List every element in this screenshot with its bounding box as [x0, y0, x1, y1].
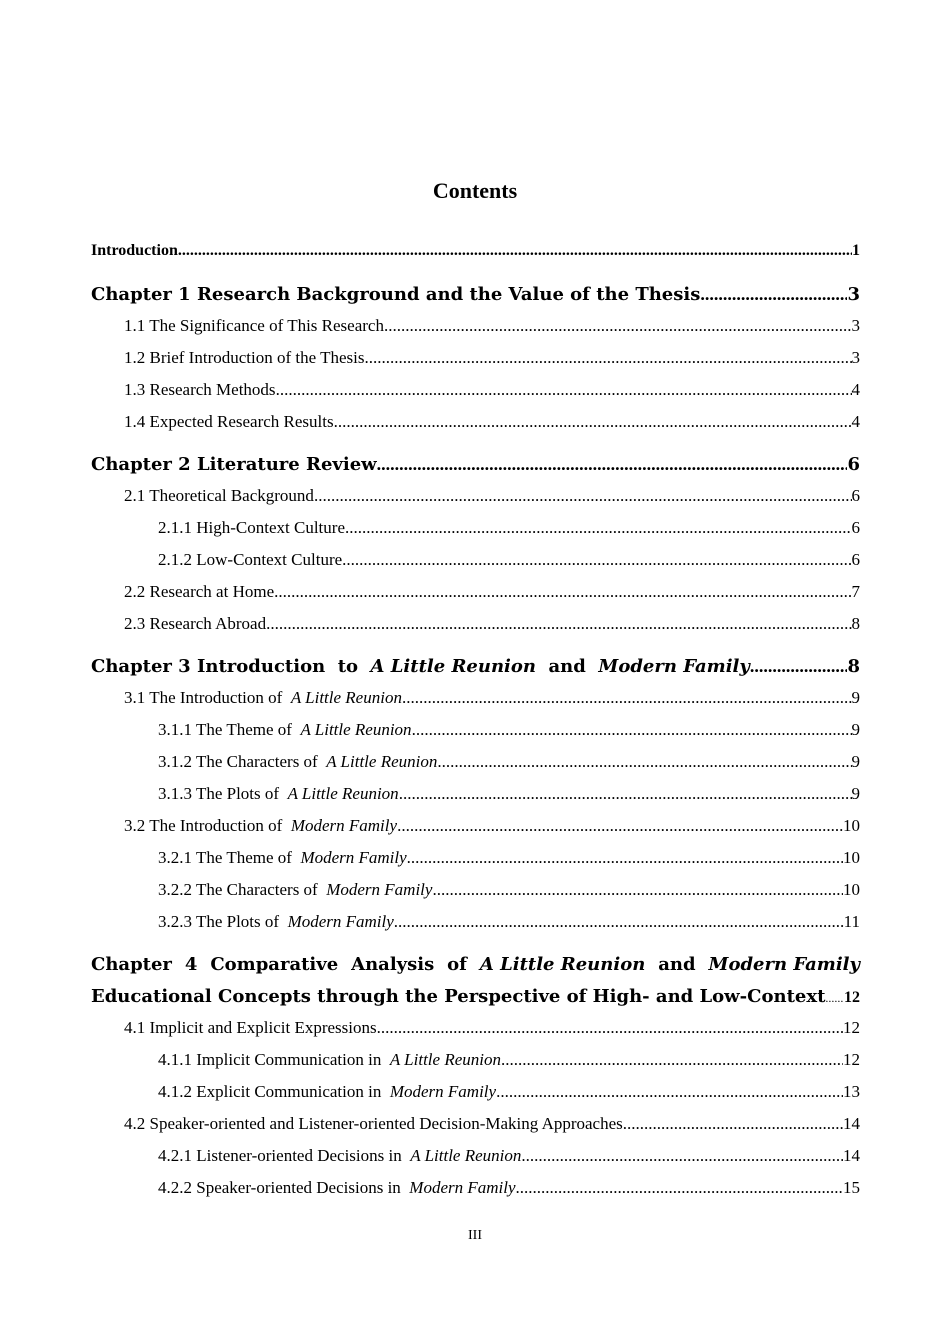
toc-page-number: 8	[851, 614, 860, 633]
dot-leader	[274, 582, 851, 602]
toc-page-number: 15	[843, 1178, 860, 1197]
dot-leader	[407, 848, 843, 868]
work-title: A Little Reunion	[410, 1146, 522, 1165]
label-text: 3.2.1 The Theme of	[158, 848, 301, 867]
dot-leader	[521, 1146, 843, 1166]
toc-entry-3-2-3[interactable]	[91, 912, 860, 944]
label-text: 3.1.2 The Characters of	[158, 752, 327, 771]
toc-page-number: 9	[851, 688, 860, 707]
toc-entry-label: 2.1.2 Low-Context Culture	[158, 550, 343, 569]
work-title: Modern Family	[287, 912, 394, 931]
toc-entry-1-1[interactable]	[91, 316, 860, 348]
toc-page-number: 6	[851, 518, 860, 537]
label-text: 3.2 The Introduction of	[124, 816, 291, 835]
toc-page-number: 10	[843, 816, 860, 835]
work-title: Modern Family	[409, 1178, 516, 1197]
label-text: 3.2.2 The Characters of	[158, 880, 327, 899]
work-title: A Little Reunion	[287, 784, 399, 803]
toc-entry-1-2[interactable]	[91, 348, 860, 380]
toc-entry-label: 1.1 The Significance of This Research	[124, 316, 384, 335]
toc-page-number: 3	[851, 348, 860, 367]
dot-leader	[314, 486, 852, 506]
dot-leader	[750, 656, 848, 677]
toc-entry-label	[158, 720, 412, 740]
work-title: A Little Reunion	[389, 1050, 501, 1069]
chapter-4-title-line-1	[91, 954, 860, 986]
toc-entry-3-2-2[interactable]	[91, 880, 860, 912]
label-text: and	[535, 656, 599, 677]
toc-page-number: 6	[847, 454, 860, 475]
toc-entry-2-1[interactable]	[91, 486, 860, 518]
word: Analysis	[351, 954, 435, 975]
chapter-4-title-line-2	[91, 986, 860, 1018]
toc-entry-3-2[interactable]	[91, 816, 860, 848]
word: 4	[184, 954, 198, 975]
toc-page-number: 9	[851, 752, 860, 771]
dot-leader	[700, 284, 847, 305]
toc-entry-label	[158, 1146, 521, 1166]
toc-page-number: 14	[843, 1114, 860, 1133]
toc-page-number: 6	[851, 486, 860, 505]
work-title: A Little Reunion	[300, 720, 412, 739]
toc-page-number: 13	[843, 1082, 860, 1101]
dot-leader	[397, 816, 843, 836]
toc-entry-label	[158, 1050, 501, 1070]
toc-entry-4-2-2[interactable]	[91, 1178, 860, 1210]
toc-entry-3-1-1[interactable]	[91, 720, 860, 752]
toc-page-number: 3	[851, 316, 860, 335]
label-text: 3.1 The Introduction of	[124, 688, 291, 707]
toc-page-number: 10	[843, 848, 860, 867]
dot-leader	[345, 518, 852, 538]
toc-entry-chapter-4[interactable]	[91, 954, 860, 1018]
toc-page-number: 1	[852, 242, 860, 259]
work-title: Modern Family	[389, 1082, 497, 1101]
toc-page-number: 12	[843, 1050, 860, 1069]
toc-entry-label: 2.2 Research at Home	[124, 582, 275, 601]
work-title: A Little Reunion	[479, 954, 646, 975]
toc-page-number: 12	[843, 1018, 860, 1037]
toc-entry-label: 2.1 Theoretical Background	[124, 486, 314, 505]
label-text: 4.2.2 Speaker-oriented Decisions in	[158, 1178, 410, 1197]
toc-entry-label: Chapter 2 Literature Review	[91, 454, 377, 475]
toc-entry-1-4[interactable]	[91, 412, 860, 444]
toc-page-number: 14	[843, 1146, 860, 1165]
work-title: Modern Family	[300, 848, 407, 867]
toc-entry-label	[124, 688, 402, 708]
toc-entry-label	[158, 1082, 496, 1102]
toc-entry-label: Introduction	[91, 242, 178, 259]
toc-entry-label	[124, 816, 397, 836]
toc-entry-4-1[interactable]	[91, 1018, 860, 1050]
label-text: 4.1.1 Implicit Communication in	[158, 1050, 390, 1069]
label-text: 4.2.1 Listener-oriented Decisions in	[158, 1146, 411, 1165]
work-title: Modern Family	[290, 816, 398, 835]
toc-entry-label: 2.3 Research Abroad	[124, 614, 267, 633]
toc-entry-label: 1.4 Expected Research Results	[124, 412, 334, 431]
dot-leader	[412, 720, 852, 740]
word: of	[447, 954, 467, 975]
dot-leader	[516, 1178, 843, 1198]
toc-entry-label: 4.2 Speaker-oriented and Listener-oriented Decision-Making Approaches	[124, 1114, 623, 1133]
toc-page-number: 11	[843, 912, 860, 931]
toc-entry-label	[91, 656, 750, 677]
page-number-footer: III	[468, 1228, 482, 1243]
dot-leader	[342, 550, 851, 570]
dot-leader	[496, 1082, 843, 1102]
toc-page-number: 9	[851, 720, 860, 739]
toc-page-number: 7	[851, 582, 860, 601]
toc-entry-3-2-1[interactable]	[91, 848, 860, 880]
word: and	[658, 954, 696, 975]
label-text: 3.1.1 The Theme of	[158, 720, 301, 739]
dot-leader	[276, 380, 852, 400]
dot-leader	[399, 784, 852, 804]
toc-entry-label: 1.2 Brief Introduction of the Thesis	[124, 348, 365, 367]
dot-leader	[825, 986, 844, 1007]
toc-entry-label: Educational Concepts through the Perspective of High- and Low-Context	[91, 986, 826, 1007]
toc-entry-label	[158, 752, 437, 772]
work-title: Modern Family	[708, 954, 860, 975]
label-text: 4.1.2 Explicit Communication in	[158, 1082, 390, 1101]
page-title: Contents	[432, 178, 518, 203]
toc-entry-4-2[interactable]	[91, 1114, 860, 1146]
word: Chapter	[91, 954, 172, 975]
label-text: 3.2.3 The Plots of	[158, 912, 288, 931]
dot-leader	[384, 316, 852, 336]
toc-page-number: 4	[851, 412, 860, 431]
toc-entry-3-1-2[interactable]	[91, 752, 860, 784]
work-title: A Little Reunion	[290, 688, 402, 707]
toc-entry-chapter-3[interactable]	[91, 656, 860, 688]
toc-entry-introduction[interactable]	[91, 242, 860, 274]
toc-page-number: 6	[851, 550, 860, 569]
toc-entry-label: 4.1 Implicit and Explicit Expressions	[124, 1018, 377, 1037]
word: Comparative	[210, 954, 339, 975]
work-title: A Little Reunion	[370, 656, 536, 677]
dot-leader	[377, 1018, 843, 1038]
toc-entry-2-1-1[interactable]	[91, 518, 860, 550]
toc-entry-1-3[interactable]	[91, 380, 860, 412]
toc-entry-label	[158, 784, 399, 804]
toc-entry-4-1-2[interactable]	[91, 1082, 860, 1114]
toc-entry-4-1-1[interactable]	[91, 1050, 860, 1082]
toc-entry-label	[158, 848, 407, 868]
toc-entry-2-2[interactable]	[91, 582, 860, 614]
dot-leader	[432, 880, 843, 900]
toc-entry-label	[158, 1178, 516, 1198]
dot-leader	[178, 242, 852, 260]
dot-leader	[266, 614, 851, 634]
work-title: Modern Family	[326, 880, 433, 899]
table-of-contents	[91, 242, 860, 1210]
toc-entry-2-1-2[interactable]	[91, 550, 860, 582]
toc-entry-4-2-1[interactable]	[91, 1146, 860, 1178]
dot-leader	[623, 1114, 843, 1134]
label-text: Chapter 3 Introduction to	[91, 656, 371, 677]
toc-page-number: 3	[847, 284, 860, 305]
toc-page-number: 12	[844, 989, 860, 1006]
toc-page-number: 10	[843, 880, 860, 899]
toc-page-number: 4	[851, 380, 860, 399]
dot-leader	[394, 912, 844, 932]
toc-entry-label	[158, 912, 394, 932]
dot-leader	[334, 412, 852, 432]
toc-page-number: 8	[847, 656, 860, 677]
label-text: 3.1.3 The Plots of	[158, 784, 288, 803]
toc-entry-label: Chapter 1 Research Background and the Value of the Thesis	[91, 284, 701, 305]
toc-entry-3-1-3[interactable]	[91, 784, 860, 816]
toc-entry-3-1[interactable]	[91, 688, 860, 720]
dot-leader	[437, 752, 851, 772]
dot-leader	[501, 1050, 843, 1070]
toc-entry-label: 2.1.1 High-Context Culture	[158, 518, 345, 537]
toc-entry-chapter-1[interactable]	[91, 284, 860, 316]
toc-entry-2-3[interactable]	[91, 614, 860, 646]
work-title: Modern Family	[598, 656, 750, 677]
toc-page-number: 9	[851, 784, 860, 803]
dot-leader	[364, 348, 851, 368]
toc-entry-label: 1.3 Research Methods	[124, 380, 276, 399]
toc-entry-label	[158, 880, 432, 900]
dot-leader	[402, 688, 852, 708]
dot-leader	[377, 454, 848, 475]
toc-entry-chapter-2[interactable]	[91, 454, 860, 486]
work-title: A Little Reunion	[326, 752, 438, 771]
